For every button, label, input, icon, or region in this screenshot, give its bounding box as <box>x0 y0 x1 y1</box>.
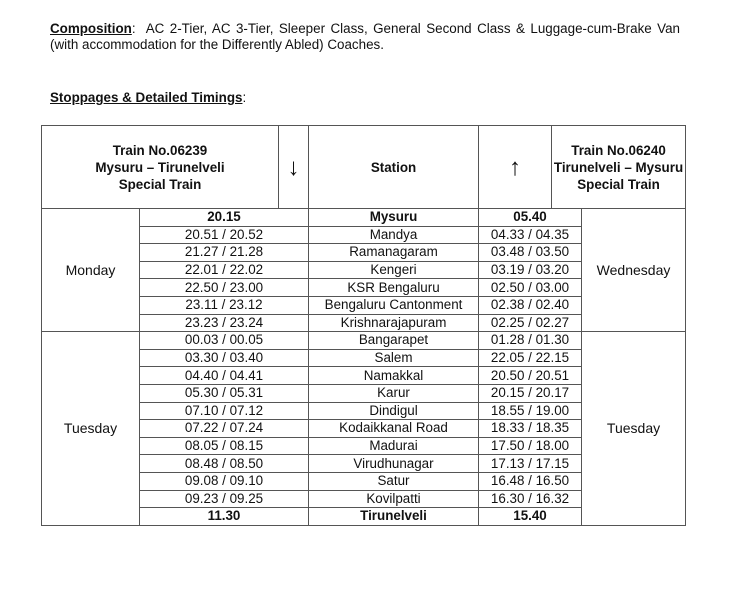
train-b-time: 22.05 / 22.15 <box>479 349 582 367</box>
station-name: Krishnarajapuram <box>309 314 479 332</box>
train-b-time: 20.15 / 20.17 <box>479 384 582 402</box>
train-b-time: 20.50 / 20.51 <box>479 367 582 385</box>
station-name: Karur <box>309 384 479 402</box>
train-a-time: 23.23 / 23.24 <box>140 314 309 332</box>
station-name: Madurai <box>309 437 479 455</box>
up-arrow-icon: ↑ <box>479 126 552 209</box>
station-name: Kodaikkanal Road <box>309 420 479 438</box>
train-a-time: 08.48 / 08.50 <box>140 455 309 473</box>
train-a-time: 20.51 / 20.52 <box>140 226 309 244</box>
train-a-time: 22.01 / 22.02 <box>140 261 309 279</box>
station-name: Mysuru <box>309 209 479 227</box>
train-a-time: 11.30 <box>140 508 309 526</box>
train-a-time: 09.08 / 09.10 <box>140 472 309 490</box>
train-a-time: 08.05 / 08.15 <box>140 437 309 455</box>
stoppages-heading <box>50 90 246 105</box>
train-b-time: 17.50 / 18.00 <box>479 437 582 455</box>
train-b-time: 02.25 / 02.27 <box>479 314 582 332</box>
station-name: Kovilpatti <box>309 490 479 508</box>
table-row <box>42 209 686 227</box>
train-a-route: Mysuru – Tirunelveli <box>95 159 225 175</box>
composition-text: AC 2-Tier, AC 3-Tier, Sleeper Class, General Second Class & Luggage-cum-Brake Van (with accommodation for the Differently Abled) Coaches. <box>50 21 680 52</box>
timetable <box>41 125 686 526</box>
train-b-route: Tirunelveli – Mysuru <box>553 159 684 175</box>
train-a-time: 21.27 / 21.28 <box>140 244 309 262</box>
train-b-number: Train No.06240 <box>571 142 666 158</box>
train-b-time: 03.19 / 03.20 <box>479 261 582 279</box>
station-name: Tirunelveli <box>309 508 479 526</box>
train-b-time: 18.55 / 19.00 <box>479 402 582 420</box>
train-a-time: 03.30 / 03.40 <box>140 349 309 367</box>
composition-label: Composition <box>50 21 132 36</box>
station-header: Station <box>309 126 479 209</box>
train-b-time: 17.13 / 17.15 <box>479 455 582 473</box>
train-b-time: 01.28 / 01.30 <box>479 332 582 350</box>
train-b-time: 05.40 <box>479 209 582 227</box>
station-name: Bengaluru Cantonment <box>309 296 479 314</box>
train-b-time: 02.50 / 03.00 <box>479 279 582 297</box>
train-a-time: 20.15 <box>140 209 309 227</box>
station-name: Mandya <box>309 226 479 244</box>
train-b-type: Special Train <box>577 176 660 192</box>
train-a-type: Special Train <box>118 176 202 192</box>
train-a-time: 07.22 / 07.24 <box>140 420 309 438</box>
header-row <box>42 126 686 209</box>
station-name: Bangarapet <box>309 332 479 350</box>
train-b-time: 03.48 / 03.50 <box>479 244 582 262</box>
train-a-time: 22.50 / 23.00 <box>140 279 309 297</box>
down-arrow-icon: ↓ <box>279 126 309 209</box>
train-a-time: 00.03 / 00.05 <box>140 332 309 350</box>
train-b-time: 15.40 <box>479 508 582 526</box>
station-name: Namakkal <box>309 367 479 385</box>
train-a-number: Train No.06239 <box>112 142 208 158</box>
train-b-time: 16.48 / 16.50 <box>479 472 582 490</box>
station-name: Kengeri <box>309 261 479 279</box>
composition-paragraph <box>50 21 680 53</box>
train-b-time: 02.38 / 02.40 <box>479 296 582 314</box>
station-name: KSR Bengaluru <box>309 279 479 297</box>
table-row <box>42 332 686 350</box>
stoppages-label: Stoppages & Detailed Timings <box>50 90 243 105</box>
station-name: Ramanagaram <box>309 244 479 262</box>
train-b-time: 18.33 / 18.35 <box>479 420 582 438</box>
day-label-a-monday: Monday <box>42 209 140 332</box>
train-a-time: 04.40 / 04.41 <box>140 367 309 385</box>
train-a-header <box>42 126 279 209</box>
composition-sep: : <box>131 21 136 36</box>
train-b-time: 04.33 / 04.35 <box>479 226 582 244</box>
train-b-header <box>552 126 686 209</box>
station-name: Virudhunagar <box>309 455 479 473</box>
day-label-a-tuesday: Tuesday <box>42 332 140 526</box>
day-label-b-tuesday: Tuesday <box>582 332 686 526</box>
station-name: Salem <box>309 349 479 367</box>
train-a-time: 23.11 / 23.12 <box>140 296 309 314</box>
station-name: Dindigul <box>309 402 479 420</box>
train-a-time: 05.30 / 05.31 <box>140 384 309 402</box>
train-a-time: 09.23 / 09.25 <box>140 490 309 508</box>
train-b-time: 16.30 / 16.32 <box>479 490 582 508</box>
stoppages-sep: : <box>242 90 247 105</box>
train-a-time: 07.10 / 07.12 <box>140 402 309 420</box>
day-label-b-wednesday: Wednesday <box>582 209 686 332</box>
station-name: Satur <box>309 472 479 490</box>
